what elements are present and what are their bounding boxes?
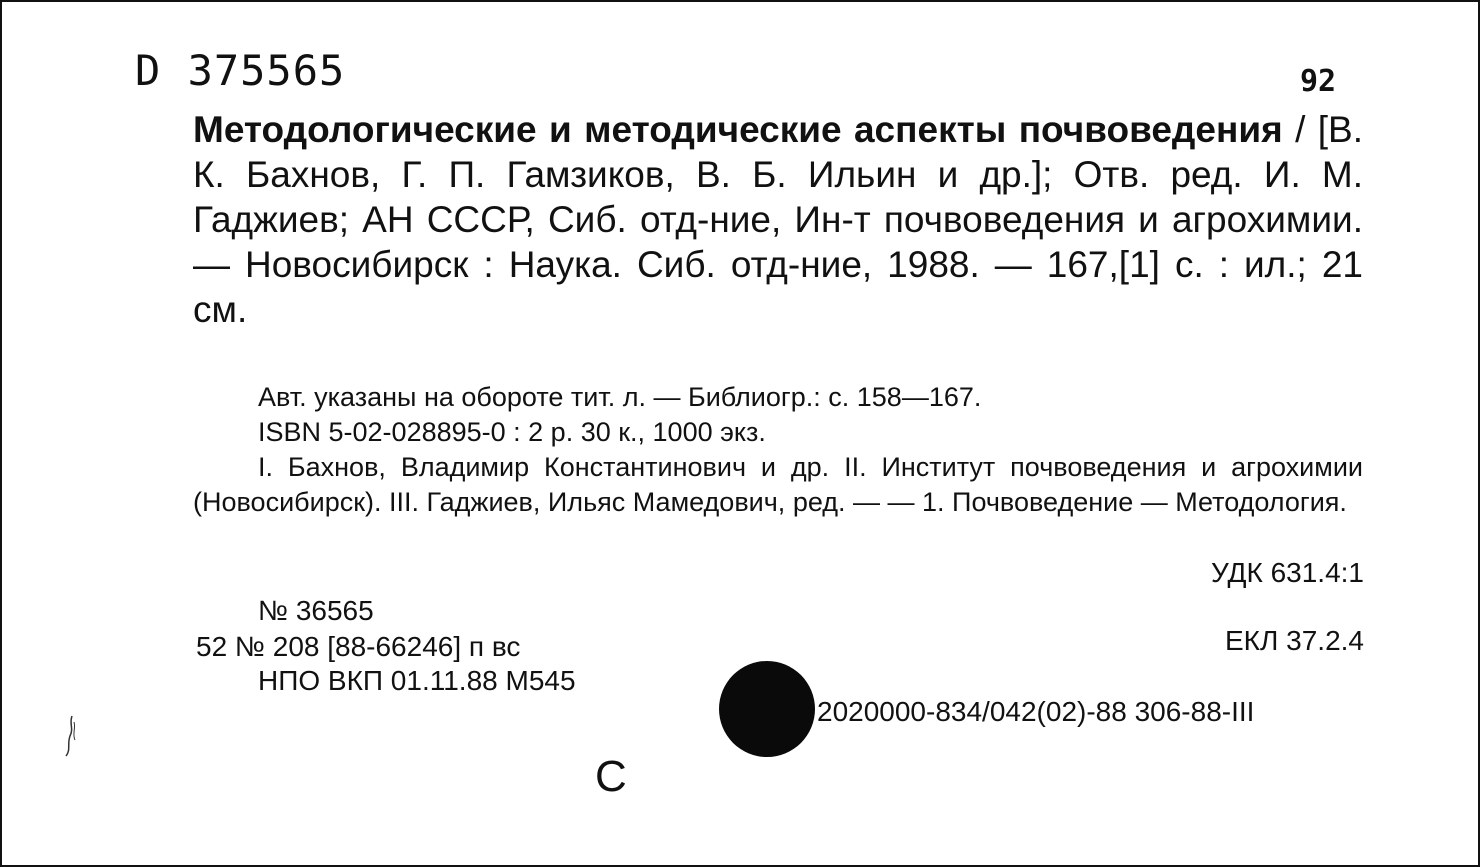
letter-mark: С <box>595 752 627 801</box>
bibliographic-description: / [В. К. Бахнов, Г. П. Гамзиков, В. Б. Ильин и др.]; Отв. ред. И. М. Гаджиев; АН СССР, Сиб. отд-ние, Ин-т почвоведения и агрохимии. — Новосибирск : Наука. Сиб. отд-ние, 1988. — 167,[1] с. : ил.; 21 см. <box>193 109 1364 330</box>
notes-block <box>193 380 1363 520</box>
isbn-line: ISBN 5-02-028895-0 : 2 р. 30 к., 1000 экз. <box>258 417 766 447</box>
card-number: № 36565 <box>258 595 374 626</box>
main-description <box>193 107 1363 332</box>
punch-hole <box>719 661 815 757</box>
corner-mark: 92 <box>1300 64 1337 99</box>
classification-code: 2020000-834/042(02)-88 306-88-III <box>817 696 1255 727</box>
ekl-code: ЕКЛ 37.2.4 <box>1225 625 1364 656</box>
udk-code: УДК 631.4:1 <box>1210 557 1364 588</box>
pen-mark-icon <box>62 714 80 758</box>
npo-line: НПО ВКП 01.11.88 М545 <box>258 665 576 696</box>
order-line: 52 № 208 [88-66246] п вс <box>196 631 521 662</box>
handwritten-inventory-number: D 375565 <box>135 46 346 95</box>
tracings: I. Бахнов, Владимир Константинович и др. II. Институт почвоведения и агрохимии (Новосибирск). III. Гаджиев, Ильяс Мамедович, ред. — — 1. Почвоведение — Методология. <box>193 452 1363 517</box>
authors-note: Авт. указаны на обороте тит. л. — Библиогр.: с. 158—167. <box>258 382 982 412</box>
book-title: Методологические и методические аспекты почвоведения <box>193 109 1283 150</box>
